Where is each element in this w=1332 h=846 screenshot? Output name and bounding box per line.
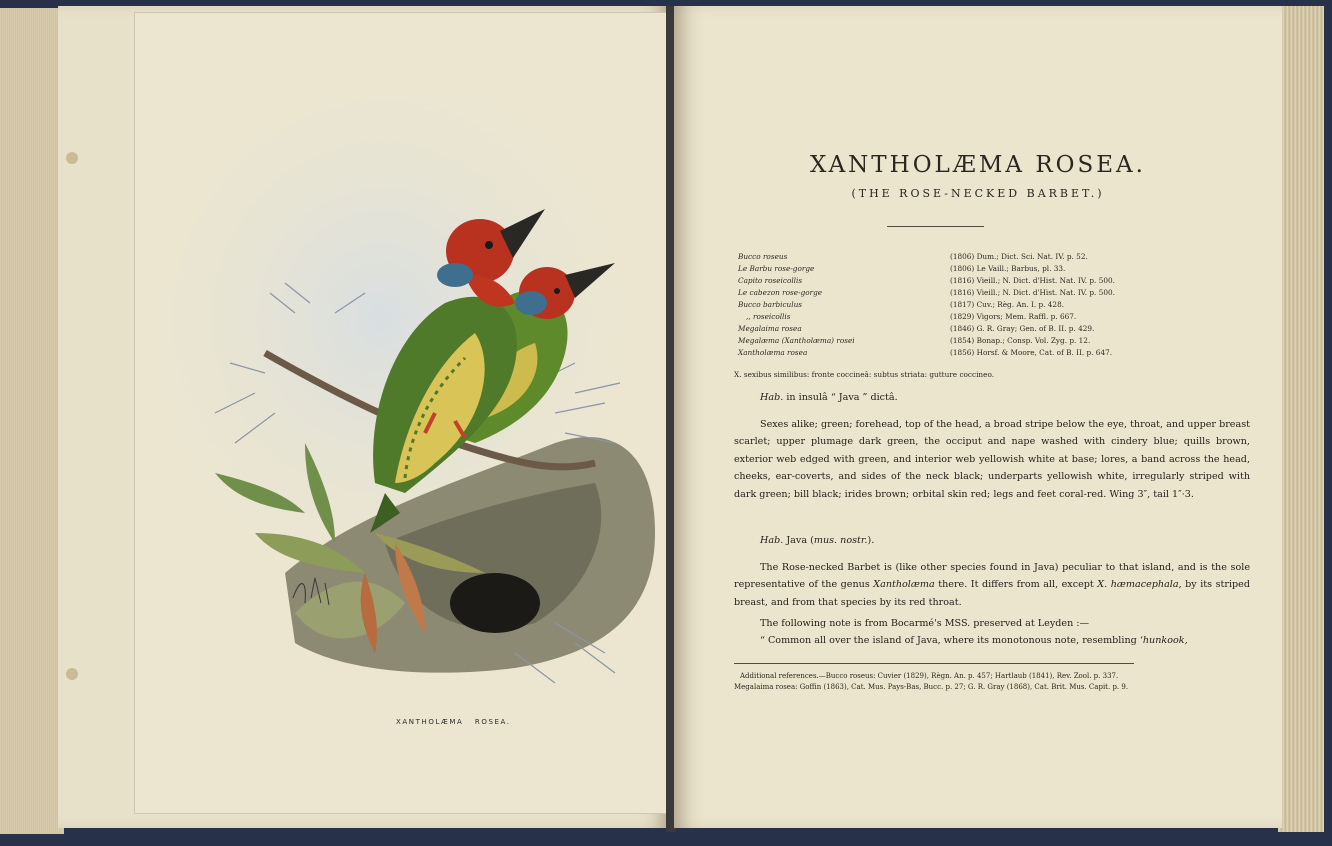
footnote-line-1: Additional references.—Bucco roseus: Cuvier (1829), Règn. An. p. 457; Hartlaub (1841), Rev. Zool. p. 337. [740, 672, 1119, 680]
range-text: The Rose-necked Barbet is (like other species found in Java) peculiar to that island, and is the sole representative of the genus [734, 562, 1250, 591]
synonym-name: Capito roseicollis [738, 276, 803, 285]
latin-diagnosis: X. sexibus similibus: fronte coccineâ: subtus striata: gutture coccineo. [734, 370, 995, 379]
synonym-ref: (1817) Cuv.; Règ. An. I. p. 428. [950, 300, 1065, 309]
synonym-ref: (1816) Vieill.; N. Dict. d'Hist. Nat. IV. p. 500. [950, 276, 1115, 285]
synonym-ref: (1846) G. R. Gray; Gen. of B. II. p. 429. [950, 324, 1095, 333]
synonym-name: Le cabezon rose-gorge [738, 288, 823, 297]
synonym-name: Bucco roseus [738, 252, 788, 261]
hab-label: Hab. [760, 535, 784, 546]
synonym-ref: (1816) Vieill.; N. Dict. d'Hist. Nat. IV. p. 500. [950, 288, 1115, 297]
note-intro: The following note is from Bocarmé's MSS. preserved at Leyden :— [760, 618, 1090, 629]
hab-text-end: ). [867, 535, 875, 546]
left-page [58, 6, 670, 828]
illustration-plate [134, 12, 670, 814]
hab-text: in insulâ “ Java ” dictâ. [783, 392, 898, 403]
footnote-rule [734, 663, 1134, 664]
species-title: XANTHOLÆMA ROSEA. [810, 152, 1146, 178]
barbet-illustration [135, 13, 669, 813]
right-page [674, 6, 1282, 828]
nest-hole [450, 573, 540, 633]
synonym-ref: (1856) Horsf. & Moore, Cat. of B. II. p. 647. [950, 348, 1113, 357]
synonym-ref: (1829) Vigors; Mem. Raffl. p. 667. [950, 312, 1077, 321]
synonym-name: Le Barbu rose-gorge [738, 264, 815, 273]
museum-ref: mus. nostr. [813, 535, 868, 546]
range-paragraph [734, 559, 1250, 611]
synonym-ref: (1854) Bonap.; Consp. Vol. Zyg. p. 12. [950, 336, 1091, 345]
genus-name: Xantholæma [873, 579, 935, 591]
synonym-ref: (1806) Le Vaill.; Barbus, pl. 33. [950, 264, 1066, 273]
synonym-name: Megalaima rosea [738, 324, 802, 333]
synonym-name: Megalæma (Xantholæma) rosei [738, 336, 855, 345]
title-rule [887, 226, 984, 227]
plate-caption: XANTHOLÆMA ROSEA. [396, 718, 511, 726]
range-text-3: , by its striped breast, and from that species by its red throat. [734, 579, 1251, 608]
quote-line [760, 632, 1250, 649]
range-text-2: there. It differs from all, except [934, 579, 1098, 591]
left-bead-marker-2 [66, 668, 78, 680]
species-name: X. hæmacephala [1097, 579, 1179, 591]
hab-label: Hab. [760, 392, 784, 403]
left-page-edges [0, 8, 64, 834]
habitat-english [760, 532, 1276, 549]
description-text: Sexes alike; green; forehead, top of the head, a broad stripe below the eye, throat, and upper breast scarlet; upper plumage dark green, the occiput and nape washed with cindery blue; quills brown, exterior web edged with green, and interior web yellowish white at base; lores, a band across the head, cheeks, ear-coverts, and sides of the neck black; underparts yellowish white, irregularly striped with dark green; bill black; irides brown; orbital skin red; legs and feet coral-red. Wing 3″, tail 1″·3. [734, 419, 1250, 500]
common-name: (THE ROSE-NECKED BARBET.) [851, 187, 1105, 200]
quote-text: “ Common all over the island of Java, where its monotonous note, resembling ‘ [760, 635, 1143, 646]
footnote-line-2: Megalaima rosea: Goffin (1863), Cat. Mus. Pays-Bas, Bucc. p. 27; G. R. Gray (1868), Cat. Brit. Mus. Capit. p. 9. [734, 683, 1129, 691]
synonym-name: ,, roseicollis [746, 312, 791, 321]
habitat-latin [760, 389, 1276, 406]
synonym-name: Bucco barbiculus [738, 300, 803, 309]
synonym-name: Xantholæma rosea [738, 348, 808, 357]
description-paragraph [734, 416, 1250, 503]
quote-word: hunkook, [1142, 635, 1188, 646]
synonym-ref: (1806) Dum.; Dict. Sci. Nat. IV. p. 52. [950, 252, 1088, 261]
left-bead-marker [66, 152, 78, 164]
right-page-edges [1278, 6, 1324, 832]
hab-text: Java ( [783, 535, 814, 546]
